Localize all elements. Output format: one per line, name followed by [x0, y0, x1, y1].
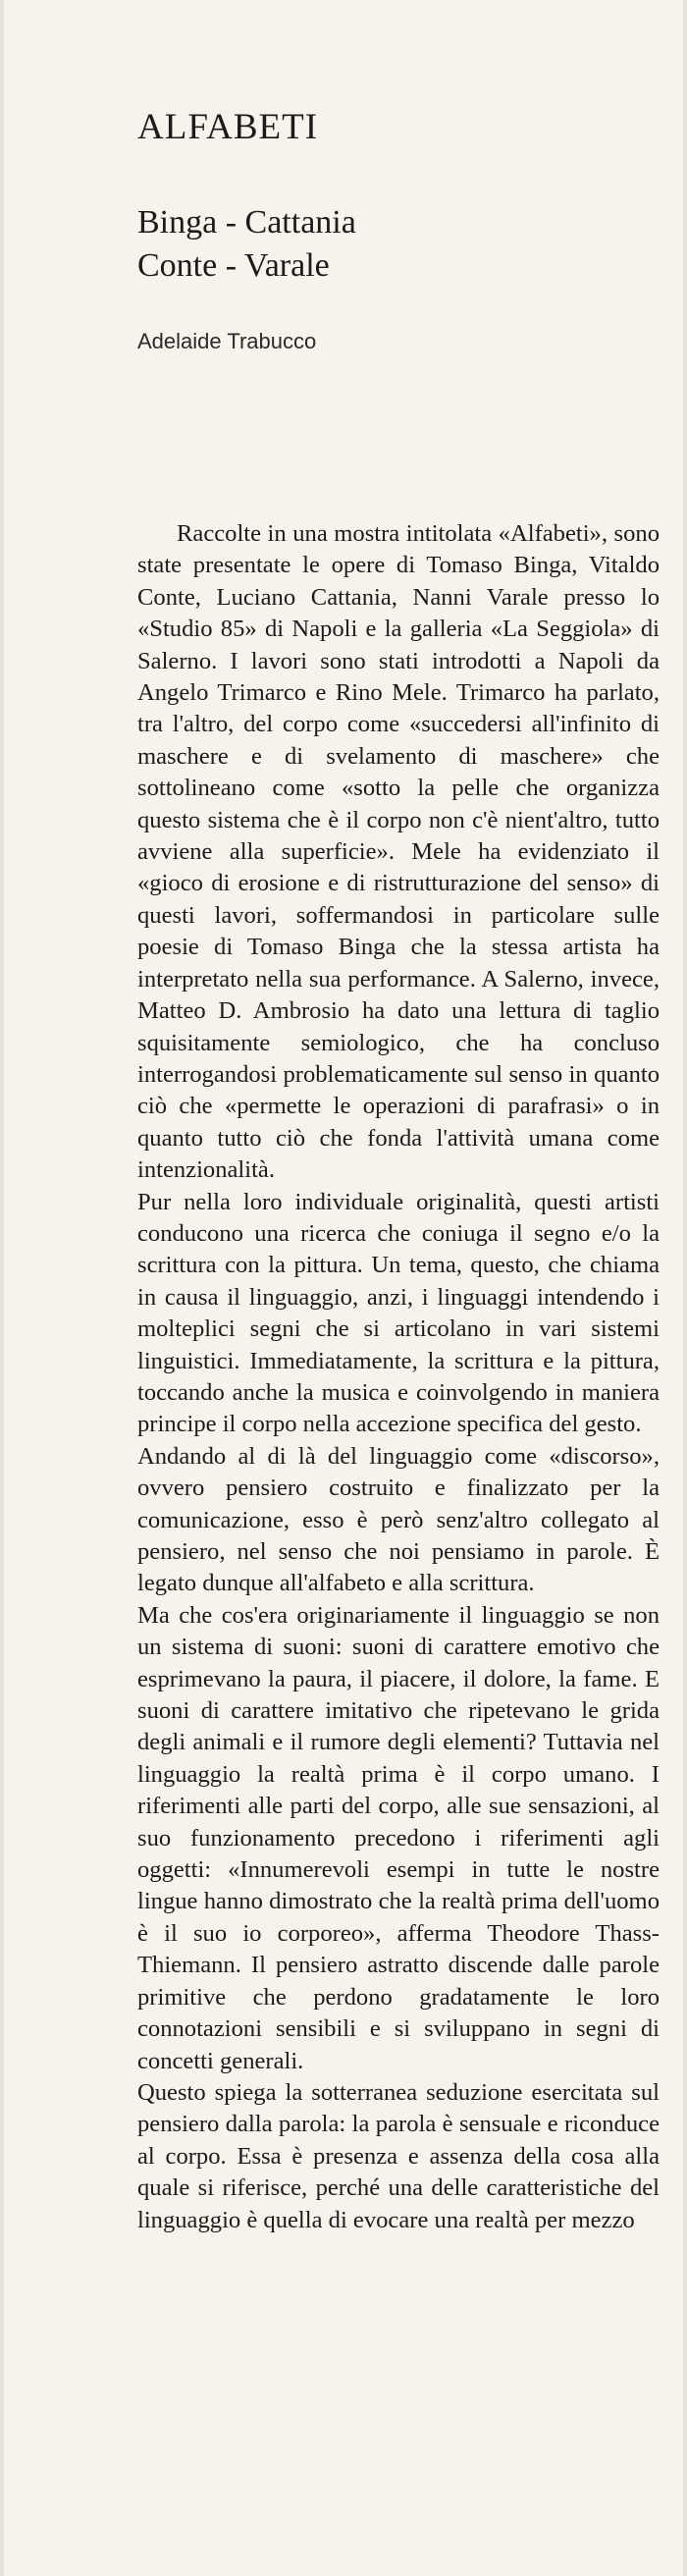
- article-subtitle: [137, 201, 356, 288]
- subtitle-line-1: Binga - Cattania: [137, 204, 356, 241]
- page-edge-left: [0, 0, 4, 2576]
- paragraph-4: Ma che cos'era originariamente il linguaggio se non un sistema di suoni: suoni di carattere emotivo che esprimevano la paura, il piacere, il dolore, la fame. E suoni di carattere imitativo che ripetevano le grida degli animali e il rumore degli elementi? Tuttavia nel linguaggio la realtà prima è il corpo umano. I riferimenti alle parti del corpo, alle sue sensazioni, al suo funzionamento precedono i riferimenti agli oggetti: «Innumerevoli esempi in tutte le nostre lingue hanno dimostrato che la realtà prima dell'uomo è il suo io corporeo», afferma Theodore Thass-Thiemann. Il pensiero astratto discende dalle parole primitive che perdono gradatamente le loro connotazioni sensibili e si sviluppano in segni di concetti generali.: [137, 1601, 660, 2074]
- subtitle-line-2: Conte - Varale: [137, 247, 330, 284]
- author-byline: Adelaide Trabucco: [137, 329, 317, 353]
- article-title: ALFABETI: [137, 107, 319, 147]
- page-edge-right: [683, 0, 687, 2576]
- paragraph-3: Andando al di là del linguaggio come «discorso», ovvero pensiero costruito e finalizzato per la comunicazione, esso è però senz'altro collegato al pensiero, nel senso che noi pensiamo in parole. È legato dunque all'alfabeto e alla scrittura.: [137, 1442, 660, 1597]
- paragraph-5: Questo spiega la sotterranea seduzione esercitata sul pensiero dalla parola: la parola è sensuale e riconduce al corpo. Essa è presenza e assenza della cosa alla quale si riferisce, perché una delle caratteristiche del linguaggio è quella di evocare una realtà per mezzo: [137, 2078, 660, 2233]
- paragraph-1: Raccolte in una mostra intitolata «Alfabeti», sono state presentate le opere di Tomaso Binga, Vitaldo Conte, Luciano Cattania, Nanni Varale presso lo «Studio 85» di Napoli e la galleria «La Seggiola» di Salerno. I lavori sono stati introdotti a Napoli da Angelo Trimarco e Rino Mele. Trimarco ha parlato, tra l'altro, del corpo come «succedersi all'infinito di maschere e di svelamento di maschere» che sottolineano come «sotto la pelle che organizza questo sistema che è il corpo non c'è nient'altro, tutto avviene alla superficie». Mele ha evidenziato il «gioco di erosione e di ristrutturazione del senso» di questi lavori, soffermandosi in particolare sulle poesie di Tomaso Binga che la stessa artista ha interpretato nella sua performance. A Salerno, invece, Matteo D. Ambrosio ha dato una lettura di taglio squisitamente semiologico, che ha concluso interrogandosi problematicamente sul senso in quanto ciò che «permette le operazioni di parafrasi» o in quanto tutto ciò che fonda l'attività umana come intenzionalità.: [137, 520, 660, 1184]
- article-body: [137, 518, 660, 2236]
- paragraph-2: Pur nella loro individuale originalità, questi artisti conducono una ricerca che coniuga il segno e/o la scrittura con la pittura. Un tema, questo, che chiama in causa il linguaggio, anzi, i linguaggi intendendo i molteplici segni che si articolano in vari sistemi linguistici. Immediatamente, la scrittura e la pittura, toccando anche la musica e coinvolgendo in maniera principe il corpo nella accezione specifica del gesto.: [137, 1188, 660, 1438]
